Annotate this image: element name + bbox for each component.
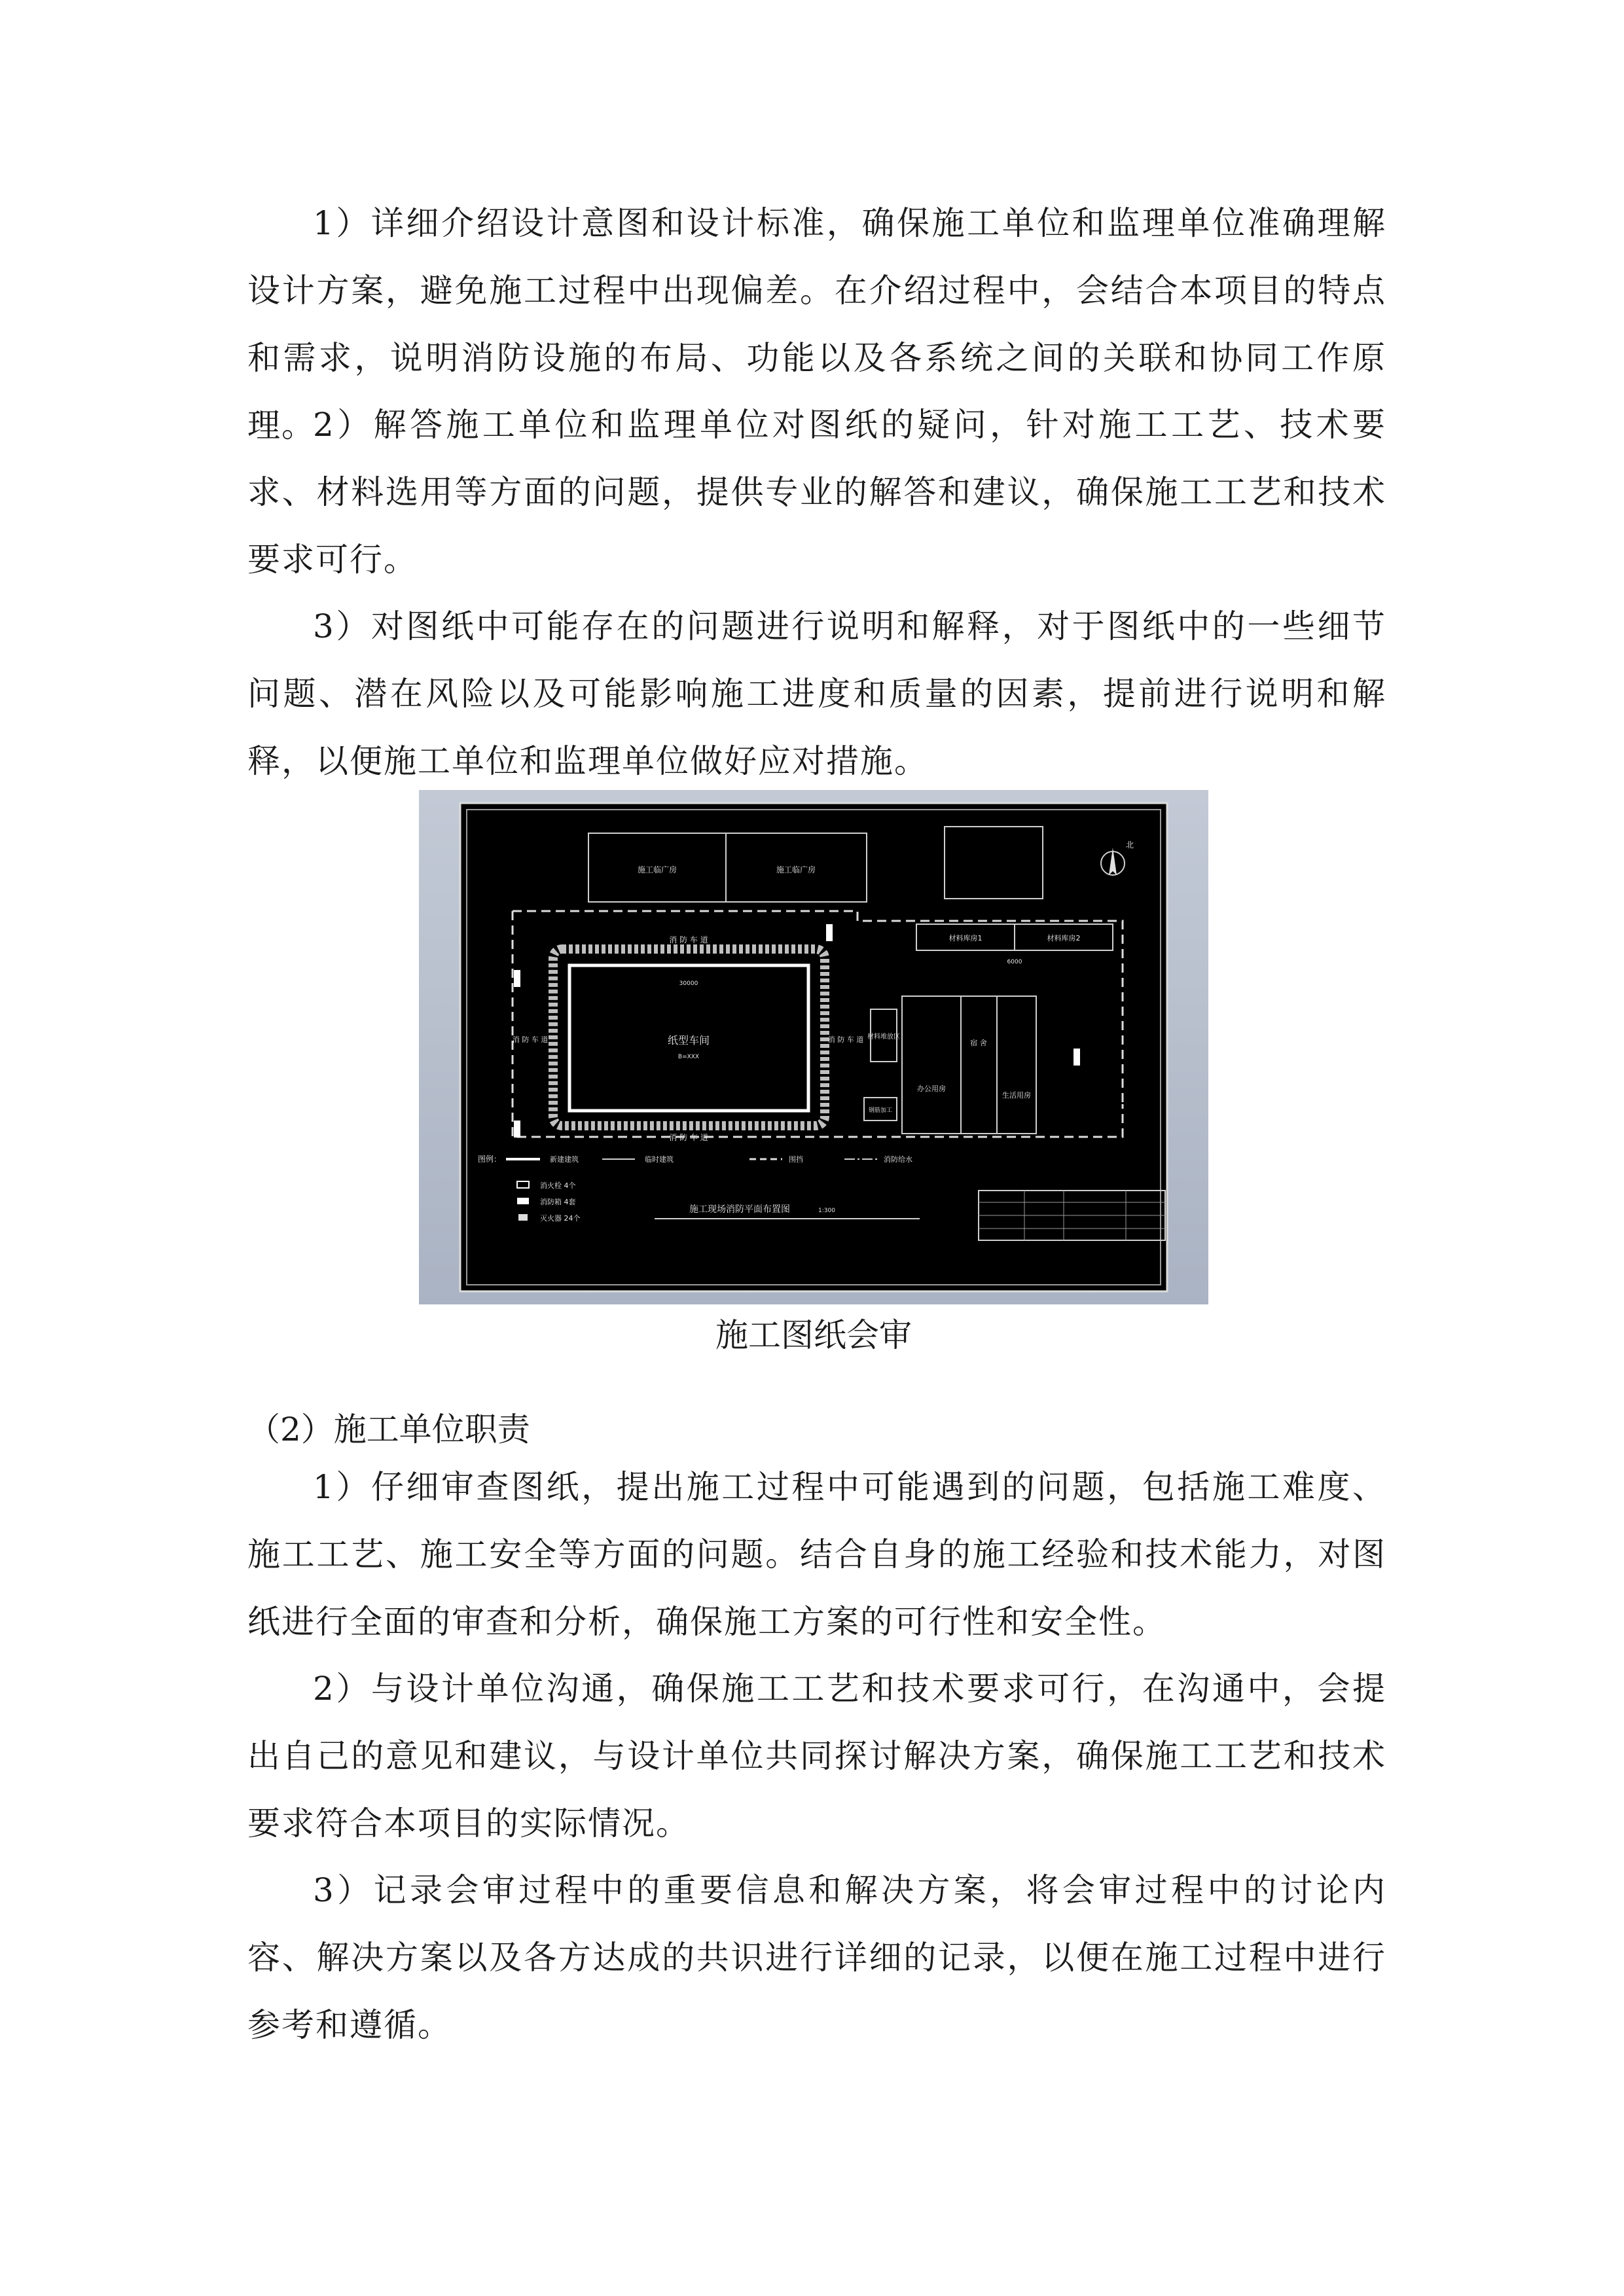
fire-layout-drawing <box>419 790 1208 1304</box>
paragraph-record-review: 3）记录会审过程中的重要信息和解决方案，将会审过程中的讨论内容、解决方案以及各方达成的共识进行详细的记录，以便在施工过程中进行参考和遵循。 <box>247 1871 1386 2044</box>
hydrant-icon <box>514 970 520 987</box>
material-store-2-label: 材料库房2 <box>1047 934 1081 942</box>
fire-lane-left-label: 消 防 车 道 <box>512 1035 549 1044</box>
legend-box-icon <box>517 1198 529 1204</box>
paragraph-explain-issues: 3）对图纸中可能存在的问题进行说明和解释，对于图纸中的一些细节问题、潜在风险以及可能影响施工进度和质量的因素，提前进行说明和解释，以便施工单位和监理单位做好应对措施。 <box>247 607 1386 780</box>
shed-1-label: 施工临广房 <box>637 865 677 874</box>
fire-lane-bottom-label: 消 防 车 道 <box>669 1133 708 1142</box>
site-plan-figure <box>419 790 1208 1304</box>
dimension-right: 6000 <box>1007 959 1022 965</box>
fire-lane-top-label: 消 防 车 道 <box>669 935 708 944</box>
hydrant-icon <box>826 924 833 941</box>
north-label: 北 <box>1126 840 1134 850</box>
shed-2-label: 施工临广房 <box>776 865 816 874</box>
dormitory-label: 宿 舍 <box>970 1039 987 1047</box>
living-label: 生活用房 <box>1002 1091 1031 1100</box>
paragraph-design-intent: 1）详细介绍设计意图和设计标准，确保施工单位和监理单位准确理解设计方案，避免施工过程中出现偏差。在介绍过程中，会结合本项目的特点和需求，说明消防设施的布局、功能以及各系统之间的关联和协同工作原理。 <box>247 204 1386 444</box>
legend-water-label: 消防给水 <box>884 1155 912 1164</box>
paragraph-communicate-design: 2）与设计单位沟通，确保施工工艺和技术要求可行，在沟通中，会提出自己的意见和建议，与设计单位共同探讨解决方案，确保施工工艺和技术要求符合本项目的实际情况。 <box>247 1670 1386 1842</box>
legend-extinguisher-label: 灭火器 24个 <box>540 1214 581 1223</box>
workshop-label: 纸型车间 <box>667 1034 710 1047</box>
paragraph-review-drawings: 1）仔细审查图纸，提出施工过程中可能遇到的问题，包括施工难度、施工工艺、施工安全等方面的问题。结合自身的施工经验和技术能力，对图纸进行全面的审查和分析，确保施工方案的可行性和安全性。 <box>247 1468 1386 1641</box>
legend-temp-label: 临时建筑 <box>645 1155 674 1164</box>
section-heading-contractor: （2）施工单位职责 <box>247 1410 530 1448</box>
hydrant-icon <box>514 1121 520 1138</box>
legend-fence-label: 围挡 <box>789 1155 803 1164</box>
legend-new-label: 新建建筑 <box>550 1155 579 1164</box>
hydrant-icon <box>1074 1049 1080 1066</box>
legend-extinguisher-icon <box>518 1214 528 1221</box>
paragraph-answer-questions: 2）解答施工单位和监理单位对图纸的疑问，针对施工工艺、技术要求、材料选用等方面的问题，提供专业的解答和建议，确保施工工艺和技术要求可行。 <box>247 406 1386 579</box>
fire-lane-right-label: 消 防 车 道 <box>827 1035 864 1044</box>
steel-shed-label: 钢筋加工 <box>868 1107 893 1114</box>
dimension-top: 30000 <box>679 980 698 987</box>
legend-title: 图例： <box>478 1155 502 1164</box>
legend-box-label: 消防箱 4套 <box>540 1198 576 1206</box>
office-label: 办公用房 <box>917 1085 946 1093</box>
workshop-sub-label: B=XXX <box>677 1054 700 1060</box>
drawing-title: 施工现场消防平面布置图 <box>689 1204 790 1215</box>
figure-caption: 施工图纸会审 <box>715 1316 912 1354</box>
legend-hydrant-label: 消火栓 4个 <box>540 1181 576 1190</box>
material-store-1-label: 材料库房1 <box>948 934 983 942</box>
drawing-scale: 1:300 <box>818 1208 835 1214</box>
material-yard-label: 材料堆放区 <box>867 1033 900 1041</box>
